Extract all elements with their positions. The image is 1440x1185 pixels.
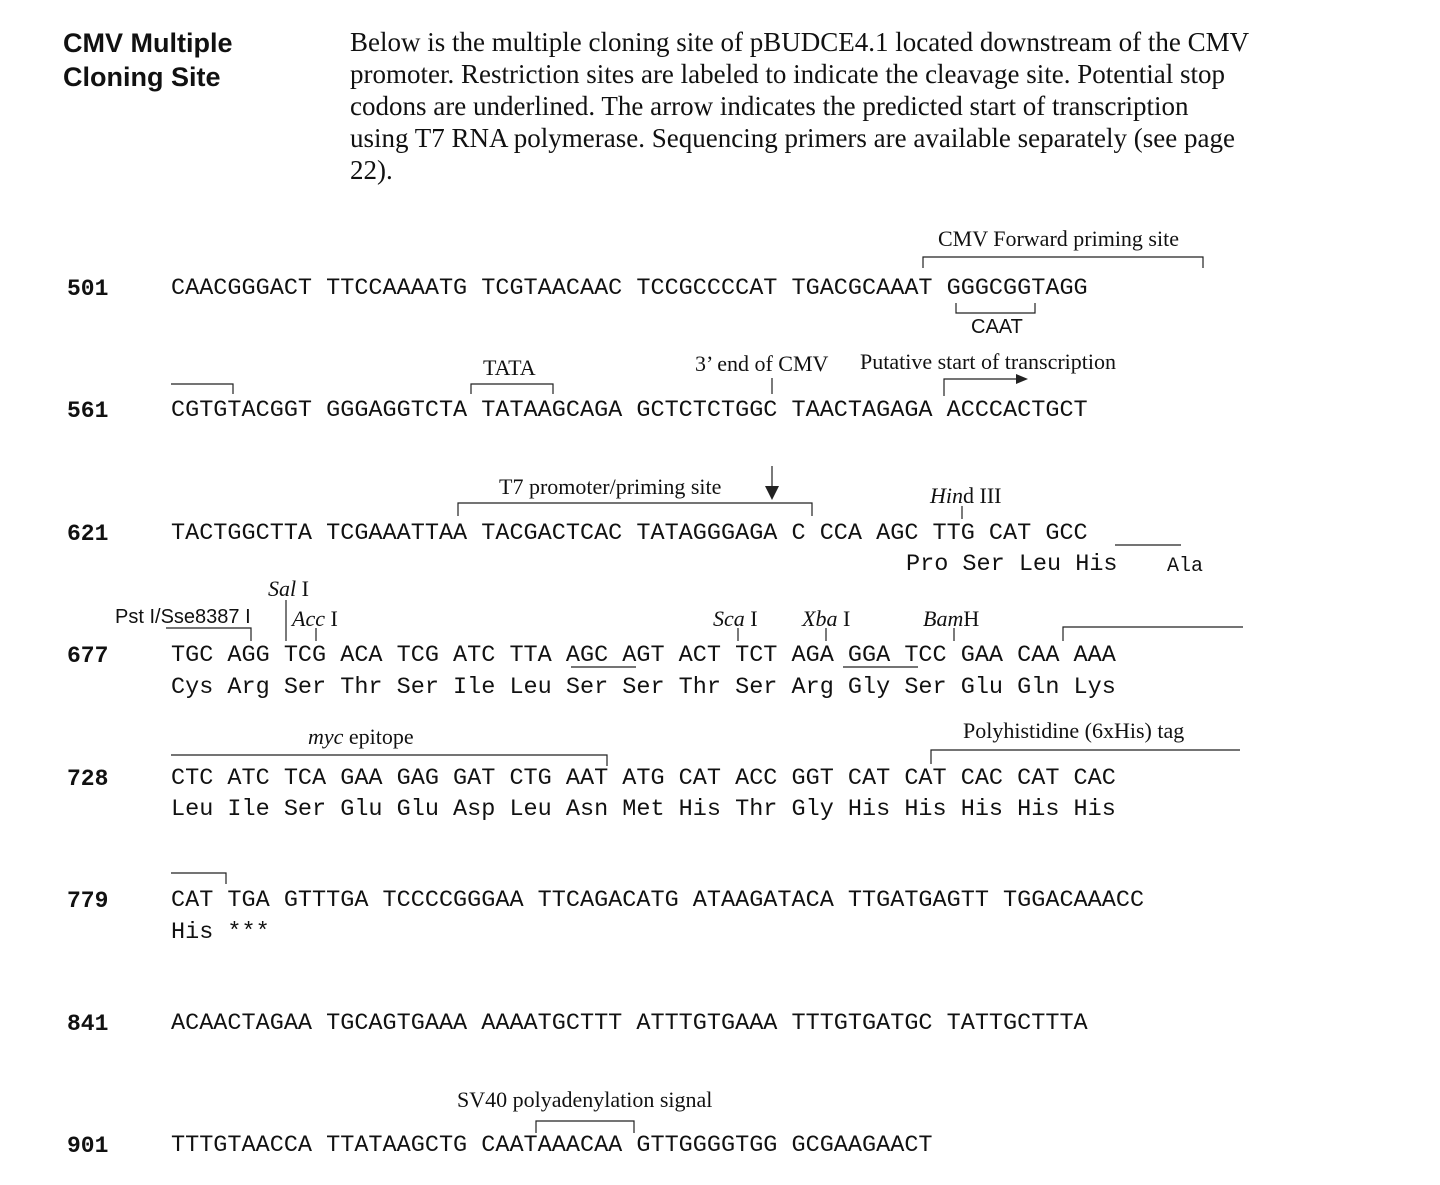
bam-italic: Bam <box>923 606 964 631</box>
label-caat: CAAT <box>971 316 1023 338</box>
sal-italic: Sal <box>268 576 297 601</box>
bracket-polyhistidine-continued <box>171 873 226 884</box>
hind-italic: Hin <box>930 483 963 508</box>
line-number-561: 561 <box>67 398 109 424</box>
arrowhead-t7-start <box>765 486 779 500</box>
line-number-779: 779 <box>67 888 109 914</box>
bracket-caat <box>956 303 1035 313</box>
line-number-901: 901 <box>67 1133 109 1159</box>
amino-acids-row-677: Cys Arg Ser Thr Ser Ile Leu Ser Ser Thr Ser Arg Gly Ser Glu Gln Lys <box>171 674 1116 701</box>
sca-italic: Sca <box>713 606 745 631</box>
amino-acid-ala: Ala <box>1167 555 1204 578</box>
amino-acids-row-621: Pro Ser Leu His <box>906 551 1118 578</box>
label-3-end-of-cmv: 3’ end of CMV <box>695 351 829 376</box>
acc-italic: Acc <box>292 606 325 631</box>
label-cmv-forward-priming-site: CMV Forward priming site <box>938 226 1179 251</box>
amino-acids-row-779: His *** <box>171 919 270 946</box>
arrow-putative-start <box>944 379 1022 396</box>
label-sv40-polyadenylation-signal: SV40 polyadenylation signal <box>457 1087 713 1112</box>
sequence-row-841: ACAACTAGAA TGCAGTGAAA AAAATGCTTT ATTTGTGAAA TTTGTGATGC TATTGCTTTA <box>171 1010 1088 1037</box>
heading-line-1: CMV Multiple <box>63 28 233 58</box>
xba-italic: Xba <box>802 606 838 631</box>
line-number-677: 677 <box>67 643 109 669</box>
sequence-row-779: CAT TGA GTTTGA TCCCCGGGAA TTCAGACATG ATAAGATACA TTGATGAGTT TGGACAAACC <box>171 887 1145 914</box>
bracket-myc-start <box>1063 627 1243 641</box>
intro-line-5: 22). <box>350 155 393 185</box>
intro-line-2: promoter. Restriction sites are labeled to indicate the cleavage site. Potential stop <box>350 59 1225 89</box>
bracket-pst-i <box>166 628 251 641</box>
bracket-cmv-forward <box>923 257 1203 268</box>
arrowhead-putative-start <box>1016 374 1028 384</box>
intro-line-4: using T7 RNA polymerase. Sequencing primers are available separately (see page <box>350 123 1235 153</box>
label-polyhistidine-tag: Polyhistidine (6xHis) tag <box>963 718 1185 743</box>
sequence-row-621: TACTGGCTTA TCGAAATTAA TACGACTCAC TATAGGGAGA C CCA AGC TTG CAT GCC <box>171 520 1088 547</box>
line-number-501: 501 <box>67 276 109 302</box>
line-number-621: 621 <box>67 521 109 547</box>
sequence-row-501: CAACGGGACT TTCCAAAATG TCGTAACAAC TCCGCCCCAT TGACGCAAAT GGGCGGTAGG <box>171 275 1088 302</box>
sequence-row-561: CGTGTACGGT GGGAGGTCTA TATAAGCAGA GCTCTCTGGC TAACTAGAGA ACCCACTGCT <box>171 397 1088 424</box>
heading-line-2: Cloning Site <box>63 62 221 92</box>
sca-rest: I <box>744 606 758 631</box>
label-t7-promoter-priming-site: T7 promoter/priming site <box>499 474 722 499</box>
pst-text: Pst I/Sse8387 I <box>115 606 251 628</box>
hind-rest: d III <box>963 483 1002 508</box>
xba-rest: I <box>837 606 851 631</box>
bracket-sv40 <box>536 1121 634 1133</box>
intro-line-1: Below is the multiple cloning site of pBUDCE4.1 located downstream of the CMV <box>350 27 1250 57</box>
bracket-t7-promoter <box>458 503 812 516</box>
line-number-728: 728 <box>67 766 109 792</box>
bracket-cmv-forward-continued <box>171 384 233 394</box>
line-number-841: 841 <box>67 1011 109 1037</box>
intro-line-3: codons are underlined. The arrow indicates the predicted start of transcription <box>350 91 1189 121</box>
bracket-tata <box>471 384 553 394</box>
acc-rest: I <box>324 606 338 631</box>
bracket-myc-epitope <box>171 755 607 766</box>
sequence-row-728: CTC ATC TCA GAA GAG GAT CTG AAT ATG CAT ACC GGT CAT CAT CAC CAT CAC <box>171 765 1116 792</box>
amino-acids-row-728: Leu Ile Ser Glu Glu Asp Leu Asn Met His Thr Gly His His His His His <box>171 796 1116 823</box>
sequence-row-901: TTTGTAACCA TTATAAGCTG CAATAAACAA GTTGGGGTGG GCGAAGAACT <box>171 1132 933 1159</box>
myc-rest: epitope <box>343 724 414 749</box>
myc-italic: myc <box>308 724 344 749</box>
label-putative-start-of-transcription: Putative start of transcription <box>860 349 1116 374</box>
sequence-row-677: TGC AGG TCG ACA TCG ATC TTA AGC AGT ACT TCT AGA GGA TCC GAA CAA AAA <box>171 642 1116 669</box>
label-tata: TATA <box>483 355 536 380</box>
sal-rest: I <box>296 576 309 601</box>
bracket-polyhistidine <box>931 750 1240 764</box>
bam-rest: H <box>963 606 980 631</box>
